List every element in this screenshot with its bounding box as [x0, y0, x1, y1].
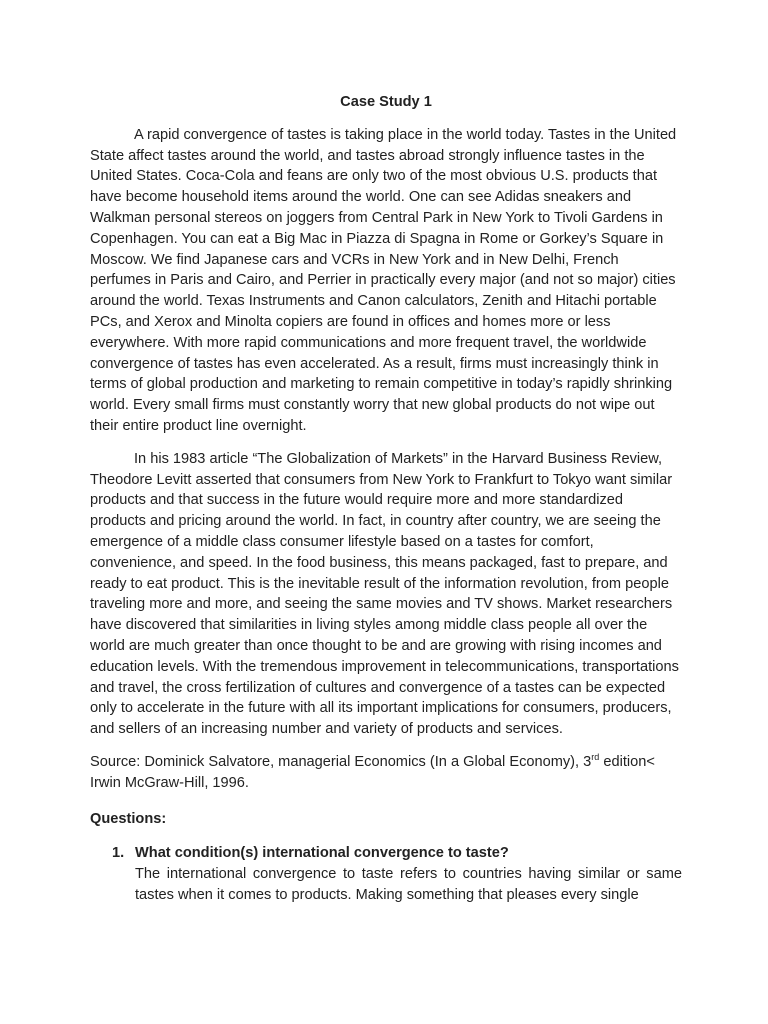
questions-heading: Questions:	[90, 810, 167, 827]
document-page	[90, 92, 682, 906]
paragraph-2: In his 1983 article “The Globalization of Markets” in the Harvard Business Review, Theodore Levitt asserted that consumers from New York to Frankfurt to Tokyo want similar products and that success in the future would require more and more standardized products and pricing around the world. In fact, in country after country, we are seeing the emergence of a middle class consumer lifestyle based on a tastes for comfort, convenience, and speed. In the food business, this means packaged, fast to prepare, and ready to eat product. This is the inevitable result of the information revolution, from people traveling more and more, and seeing the same movies and TV shows. Market researchers have discovered that similarities in living styles among middle class people all over the world are much greater than once thought to be and are growing with rising incomes and education levels. With the tremendous improvement in telecommunications, transportations and travel, the cross fertilization of cultures and convergence of a tastes can be expected only to accelerate in the future with all its important implications for consumers, producers, and sellers of an increasing number and variety of products and services.	[90, 450, 679, 738]
source-citation	[90, 752, 682, 794]
paragraph-1: A rapid convergence of tastes is taking place in the world today. Tastes in the United State affect tastes around the world, and tastes abroad strongly influence tastes in the United States. Coca-Cola and feans are only two of the most obvious U.S. products that have become household items around the world. One can see Adidas sneakers and Walkman personal stereos on joggers from Central Park in New York to Tivoli Gardens in Copenhagen. You can eat a Big Mac in Piazza di Spagna in Rome or Gorkey’s Square in Moscow. We find Japanese cars and VCRs in New York and in New Delhi, French perfumes in Paris and Cairo, and Perrier in practically every major (and not so major) cities around the world. Texas Instruments and Canon calculators, Zenith and Hitachi portable PCs, and Xerox and Minolta copiers are found in offices and homes more or less everywhere. With more rapid communications and more frequent travel, the worldwide convergence of tastes has even accelerated. As a result, firms must increasingly think in terms of global production and marketing to remain competitive in today’s rapidly shrinking world. Every small firms must constantly worry that new global products do not wipe out their entire product line overnight.	[90, 126, 677, 434]
source-text-before: Source: Dominick Salvatore, managerial Economics (In a Global Economy), 3	[90, 753, 592, 770]
source-edition-superscript: rd	[591, 752, 600, 763]
question-answer: The international convergence to taste refers to countries having similar or same tastes when it comes to products. Making something that pleases every single	[135, 866, 682, 903]
source-text-after: edition< Irwin McGraw-Hill, 1996.	[90, 753, 655, 791]
question-item	[90, 843, 682, 905]
question-number: 1.	[112, 845, 125, 862]
document-title: Case Study 1	[340, 94, 432, 110]
question-text: What condition(s) international convergence to taste?	[135, 845, 509, 862]
